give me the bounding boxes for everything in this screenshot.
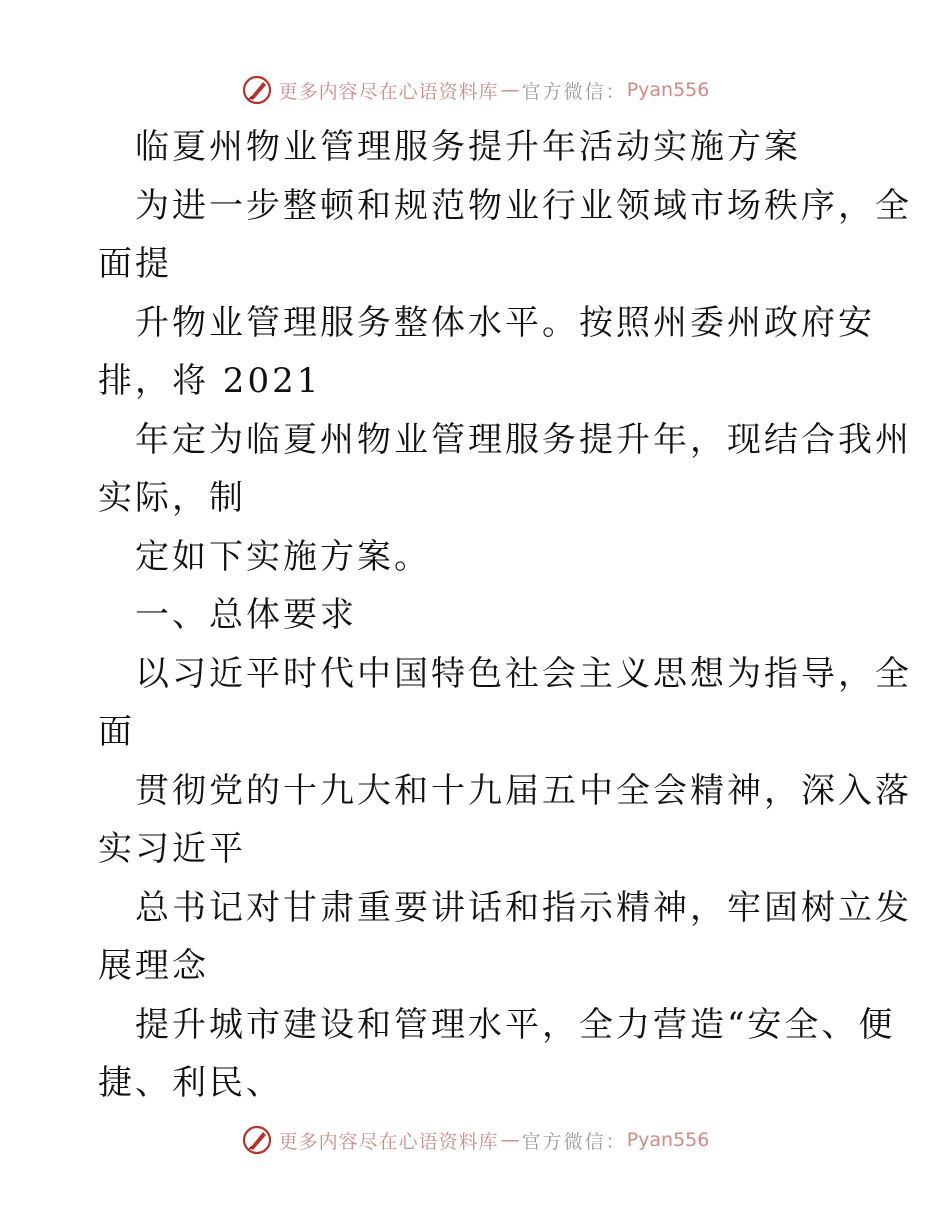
watermark-banner-top	[0, 70, 950, 110]
text-line: 面提	[98, 244, 172, 284]
watermark-banner-bottom	[0, 1120, 950, 1160]
document-body	[98, 118, 912, 1113]
text-line: 实习近平	[98, 829, 246, 869]
watermark-label: 官方微信：	[521, 80, 627, 103]
watermark-dash: —	[500, 79, 520, 101]
watermark-dash: —	[500, 1129, 520, 1151]
text-line: 面	[98, 712, 135, 752]
quill-logo-icon	[241, 1124, 273, 1156]
text-line: 展理念	[98, 946, 209, 986]
text-line: 捷、利民、	[98, 1063, 283, 1103]
text-line: 为进一步整顿和规范物业行业领域市场秩序，全	[135, 185, 912, 226]
watermark-site-text: 更多内容尽在心语资料库	[278, 1130, 499, 1153]
watermark-wechat-id: Pyan556	[626, 79, 710, 101]
quill-logo-icon	[241, 74, 273, 106]
watermark-label: 官方微信：	[521, 1130, 627, 1153]
text-line: 总书记对甘肃重要讲话和指示精神，牢固树立发	[135, 887, 912, 928]
document-title: 临夏州物业管理服务提升年活动实施方案	[135, 127, 801, 167]
text-line: 以习近平时代中国特色社会主义思想为指导，全	[135, 653, 912, 694]
watermark-wechat-id: Pyan556	[626, 1129, 710, 1151]
text-line: 定如下实施方案。	[135, 536, 431, 577]
text-line: 排，将 2021	[98, 361, 322, 401]
text-line: 升物业管理服务整体水平。按照州委州政府安	[135, 302, 875, 343]
section-heading: 一、总体要求	[135, 595, 357, 635]
watermark-site-text: 更多内容尽在心语资料库	[278, 80, 499, 103]
text-line: 提升城市建设和管理水平，全力营造“安全、便	[135, 1004, 896, 1045]
text-line: 年定为临夏州物业管理服务提升年，现结合我州	[135, 419, 912, 460]
text-line: 贯彻党的十九大和十九届五中全会精神，深入落	[135, 770, 912, 811]
text-line: 实际，制	[98, 478, 246, 518]
